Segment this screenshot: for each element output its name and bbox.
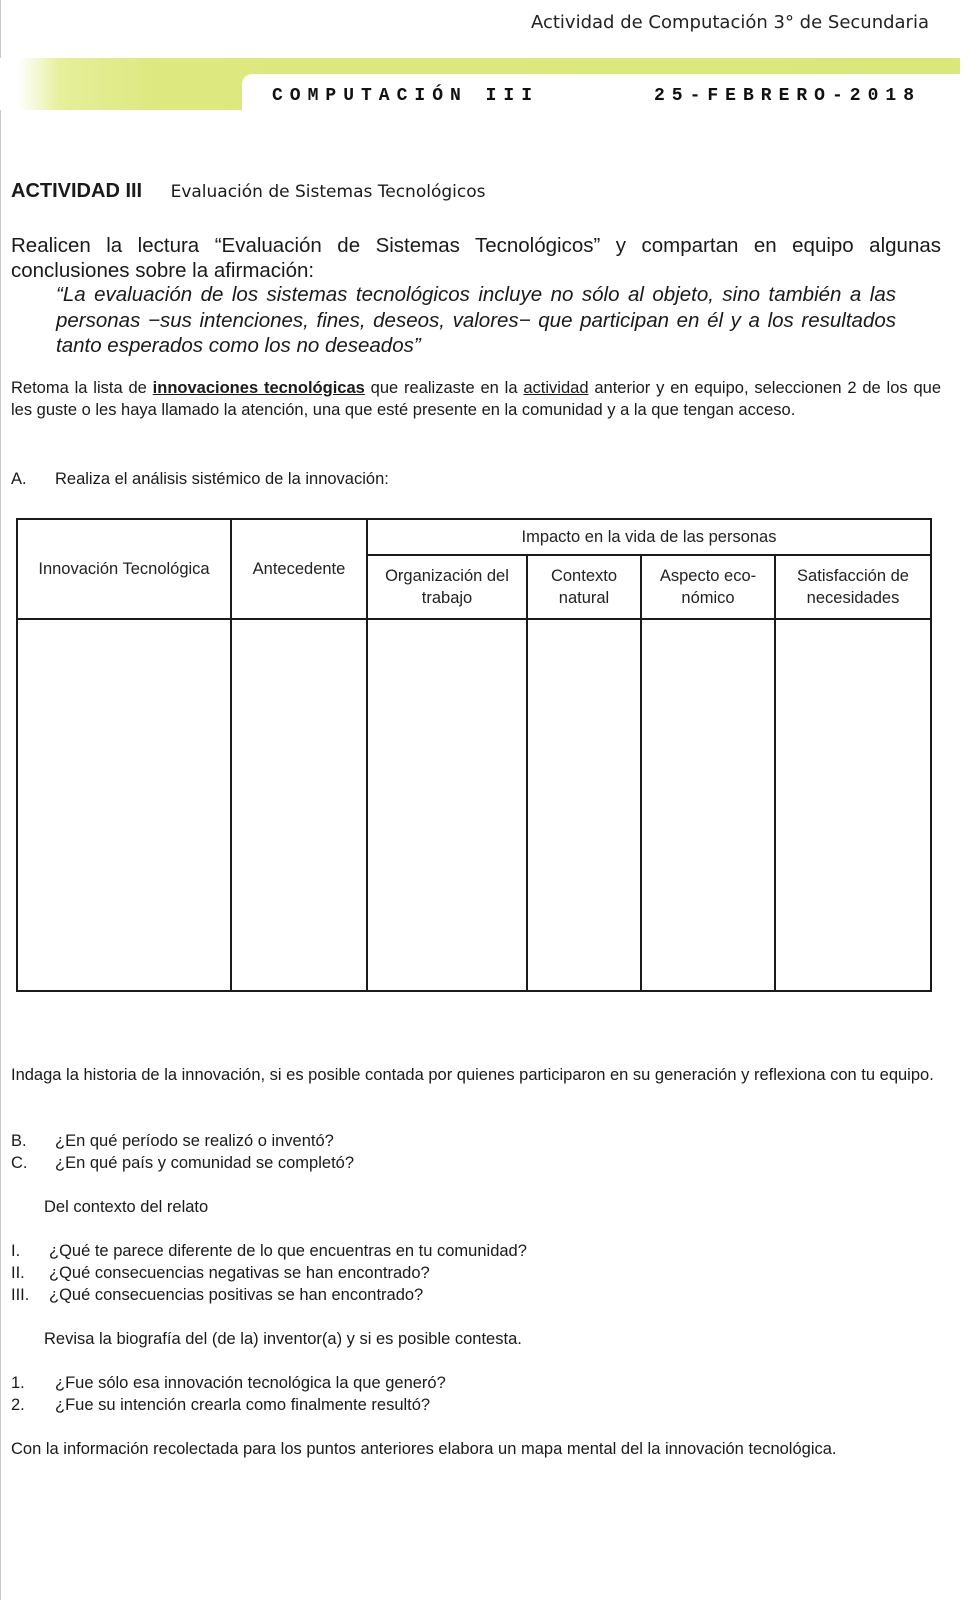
question-b-marker: B. <box>11 1132 27 1150</box>
question-c-marker: C. <box>11 1154 28 1172</box>
question-iii-text: ¿Qué consecuencias positivas se han encontrado? <box>49 1286 424 1304</box>
header-organization: Organización del trabajo <box>367 555 527 619</box>
course-date: 25-FEBRERO-2018 <box>653 86 921 106</box>
cell-context[interactable] <box>527 619 641 991</box>
header-economic: Aspecto eco- nómico <box>641 555 775 619</box>
header-antecedent: Antecedente <box>231 519 367 619</box>
activity-link: actividad <box>523 379 589 397</box>
item-a-marker: A. <box>11 470 27 488</box>
running-head: Actividad de Computación 3° de Secundaria <box>530 12 929 33</box>
header-innovation: Innovación Tecnológica <box>17 519 231 619</box>
question-i-text: ¿Qué te parece diferente de lo que encuentras en tu comunidad? <box>49 1242 527 1260</box>
question-i-marker: I. <box>11 1242 21 1260</box>
course-title: COMPUTACIÓN III <box>272 86 540 106</box>
reading-instruction: Realicen la lectura “Evaluación de Sistemas Tecnológicos” y compartan en equipo algunas conclusiones sobre la afirmación: <box>11 234 941 282</box>
selection-instruction <box>11 377 941 421</box>
item-a-text: Realiza el análisis sistémico de la innovación: <box>55 470 389 488</box>
cell-antecedent[interactable] <box>231 619 367 991</box>
biography-heading-text: Revisa la biografía del (de la) inventor(a) y si es posible contesta. <box>44 1330 522 1348</box>
activity-title: Evaluación de Sistemas Tecnológicos <box>170 182 486 202</box>
question-ii-text: ¿Qué consecuencias negativas se han encontrado? <box>49 1264 430 1282</box>
question-ii-marker: II. <box>11 1264 25 1282</box>
quoted-statement: “La evaluación de los sistemas tecnológicos incluye no sólo al objeto, sino también a las personas −sus intenciones, fines, deseos, valores− que participan en él y a los resultados tanto esperados como los no deseados” <box>56 283 896 357</box>
activity-label: ACTIVIDAD III <box>11 180 143 202</box>
header-satisfaction: Satisfacción de necesidades <box>775 555 931 619</box>
history-instruction: Indaga la historia de la innovación, si es posible contada por quienes participaron en su generación y reflexiona con tu equipo. <box>11 1066 934 1084</box>
context-heading-text: Del contexto del relato <box>44 1198 209 1216</box>
question-c-text: ¿En qué país y comunidad se completó? <box>55 1154 355 1172</box>
page-left-border <box>0 0 1 1600</box>
header-context: Contexto natural <box>527 555 641 619</box>
instruction-text-1: Retoma la lista de <box>11 379 153 397</box>
header-impact-group: Impacto en la vida de las personas <box>367 519 931 555</box>
cell-satisfaction[interactable] <box>775 619 931 991</box>
question-1-marker: 1. <box>11 1374 25 1392</box>
question-2-marker: 2. <box>11 1396 25 1414</box>
cell-organization[interactable] <box>367 619 527 991</box>
instruction-text-2: que realizaste en la <box>364 379 524 397</box>
question-iii-marker: III. <box>11 1286 30 1304</box>
cell-innovation[interactable] <box>17 619 231 991</box>
instruction-text-3: anterior y en equipo, seleccionen 2 de los que les guste o les haya llamado la atención, una que esté presente en la comunidad y a la que tengan acceso. <box>11 379 942 419</box>
activity-heading <box>11 180 485 203</box>
question-b-text: ¿En qué período se realizó o inventó? <box>55 1132 334 1150</box>
closing-instruction: Con la información recolectada para los puntos anteriores elabora un mapa mental del la innovación tecnológica. <box>11 1440 837 1458</box>
question-2-text: ¿Fue su intención crearla como finalmente resultó? <box>55 1396 431 1414</box>
question-1-text: ¿Fue sólo esa innovación tecnológica la que generó? <box>55 1374 446 1392</box>
innovations-link: innovaciones tecnológicas <box>152 379 365 397</box>
evaluation-table <box>16 518 932 992</box>
cell-economic[interactable] <box>641 619 775 991</box>
